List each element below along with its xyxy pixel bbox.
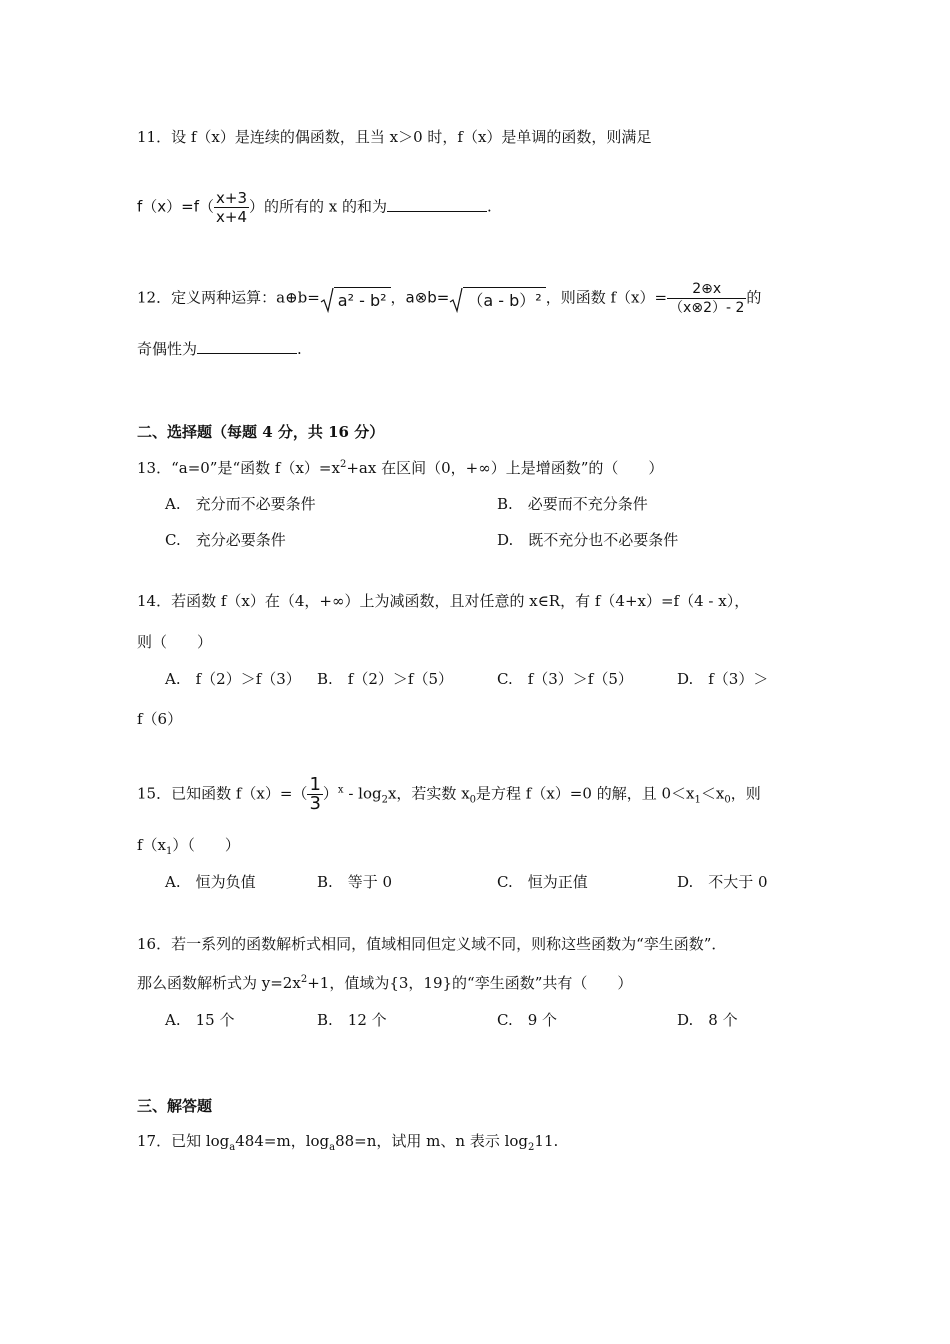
q11-fraction <box>214 189 249 226</box>
q16-option-c[interactable]: C. 9 个 <box>497 1011 558 1029</box>
q13-stem-b: +ax 在区间（0，+∞）上是增函数”的（ ） <box>346 459 664 477</box>
q12-mid: ，则函数 f（x）= <box>545 288 668 307</box>
q12-sep: ，a⊗b= <box>390 288 450 307</box>
q12-radicand1: a² - b² <box>334 287 391 311</box>
q15-den: 3 <box>309 793 321 814</box>
q15-after: ） <box>322 784 338 803</box>
q11-num: x+3 <box>216 189 248 207</box>
q16-option-a[interactable]: A. 15 个 <box>165 1011 235 1029</box>
section3-title: 三、解答题 <box>137 1097 213 1115</box>
q12-end: . <box>297 340 302 358</box>
q13-option-c[interactable]: C. 充分必要条件 <box>165 531 286 549</box>
q11-end: . <box>487 197 492 216</box>
q17-c: 88=n，试用 m、n 表示 log <box>335 1132 529 1150</box>
q16-option-d[interactable]: D. 8 个 <box>677 1011 738 1029</box>
q14-option-d-cont: f（6） <box>137 710 183 728</box>
q17-d: 11. <box>534 1132 559 1150</box>
q15-prefix: 15．已知函数 f（x）=（ <box>137 784 308 803</box>
q12-answer-blank[interactable] <box>197 338 297 354</box>
q15-line2b: ）（ ） <box>172 836 240 854</box>
q15-sub2: 2 <box>381 794 388 806</box>
q13-sup: 2 <box>339 459 347 470</box>
q12-fraction <box>667 280 746 317</box>
q15-line2 <box>137 835 240 855</box>
q15-option-c[interactable]: C. 恒为正值 <box>497 873 588 891</box>
q13-option-a[interactable]: A. 充分而不必要条件 <box>165 495 316 513</box>
q15-line2sub: 1 <box>166 846 173 857</box>
q15-option-a[interactable]: A. 恒为负值 <box>165 873 256 891</box>
q15-rest4: ，则 <box>730 784 761 803</box>
q16-option-b[interactable]: B. 12 个 <box>317 1011 387 1029</box>
q13-stem-a: 13．“a=0”是“函数 f（x）=x <box>137 459 340 477</box>
q17-sub-c: 2 <box>528 1142 535 1153</box>
q12-line1 <box>137 280 761 317</box>
q12-den: （x⊗2）- 2 <box>669 300 745 316</box>
q15-sub1: 1 <box>694 794 701 806</box>
q12-suffix: 的 <box>746 288 762 307</box>
q14-option-d[interactable]: D. f（3）＞ <box>677 670 769 688</box>
q16-sup: 2 <box>300 974 308 985</box>
q15-fraction <box>307 776 322 813</box>
q12-prefix: 12．定义两种运算：a⊕b= <box>137 288 320 307</box>
q15-sub0: 0 <box>469 794 477 806</box>
q15-rest3: ＜x <box>700 784 725 803</box>
q15-sub0b: 0 <box>724 794 731 806</box>
q12-line2 <box>137 338 302 359</box>
q11-lhs: f（x）=f（ <box>137 197 215 216</box>
q13-option-b[interactable]: B. 必要而不充分条件 <box>497 495 648 513</box>
q16-line2 <box>137 973 632 993</box>
q11-line1: 11．设 f（x）是连续的偶函数，且当 x＞0 时，f（x）是单调的函数，则满足 <box>137 128 652 146</box>
q15-line1 <box>137 776 761 813</box>
section2-title: 二、选择题（每题 4 分，共 16 分） <box>137 423 385 441</box>
q15-mid: - log <box>343 784 382 803</box>
q11-line2 <box>137 189 492 226</box>
q12-line2-text: 奇偶性为 <box>137 340 198 358</box>
q17-sub-a: a <box>229 1142 236 1153</box>
q17-b: 484=m，log <box>235 1132 330 1150</box>
q11-rhs: ）的所有的 x 的和为 <box>249 197 388 216</box>
q17-sub-b: a <box>329 1142 336 1153</box>
q15-option-d[interactable]: D. 不大于 0 <box>677 873 768 891</box>
q15-exp: x <box>337 784 344 796</box>
q16-line2a: 那么函数解析式为 y=2x <box>137 974 301 992</box>
q15-rest: x，若实数 x <box>387 784 470 803</box>
q12-num: 2⊕x <box>667 280 746 299</box>
q11-den: x+4 <box>216 208 248 226</box>
q14-option-b[interactable]: B. f（2）＞f（5） <box>317 670 453 688</box>
q13-option-d[interactable]: D. 既不充分也不必要条件 <box>497 531 679 549</box>
q14-line1: 14．若函数 f（x）在（4，+∞）上为减函数，且对任意的 x∈R，有 f（4+x）=f（4 - x）， <box>137 592 750 610</box>
q11-answer-blank[interactable] <box>387 196 487 212</box>
q14-line2: 则（ ） <box>137 633 213 651</box>
q16-line1: 16．若一系列的函数解析式相同，值域相同但定义域不同，则称这些函数为“孪生函数”． <box>137 935 727 953</box>
q15-line2a: f（x <box>137 836 167 854</box>
q14-option-c[interactable]: C. f（3）＞f（5） <box>497 670 633 688</box>
q12-sqrt2 <box>449 287 545 311</box>
q15-rest2: 是方程 f（x）=0 的解，且 0＜x <box>476 784 695 803</box>
q12-sqrt1 <box>320 287 391 311</box>
q13-stem <box>137 458 663 478</box>
q12-radicand2: （a - b）² <box>463 287 545 311</box>
q17-a: 17．已知 log <box>137 1132 230 1150</box>
q15-num: 1 <box>309 774 321 795</box>
q14-option-a[interactable]: A. f（2）＞f（3） <box>165 670 301 688</box>
q17-line <box>137 1131 558 1151</box>
q15-option-b[interactable]: B. 等于 0 <box>317 873 393 891</box>
q16-line2b: +1，值域为{3，19}的“孪生函数”共有（ ） <box>307 974 633 992</box>
